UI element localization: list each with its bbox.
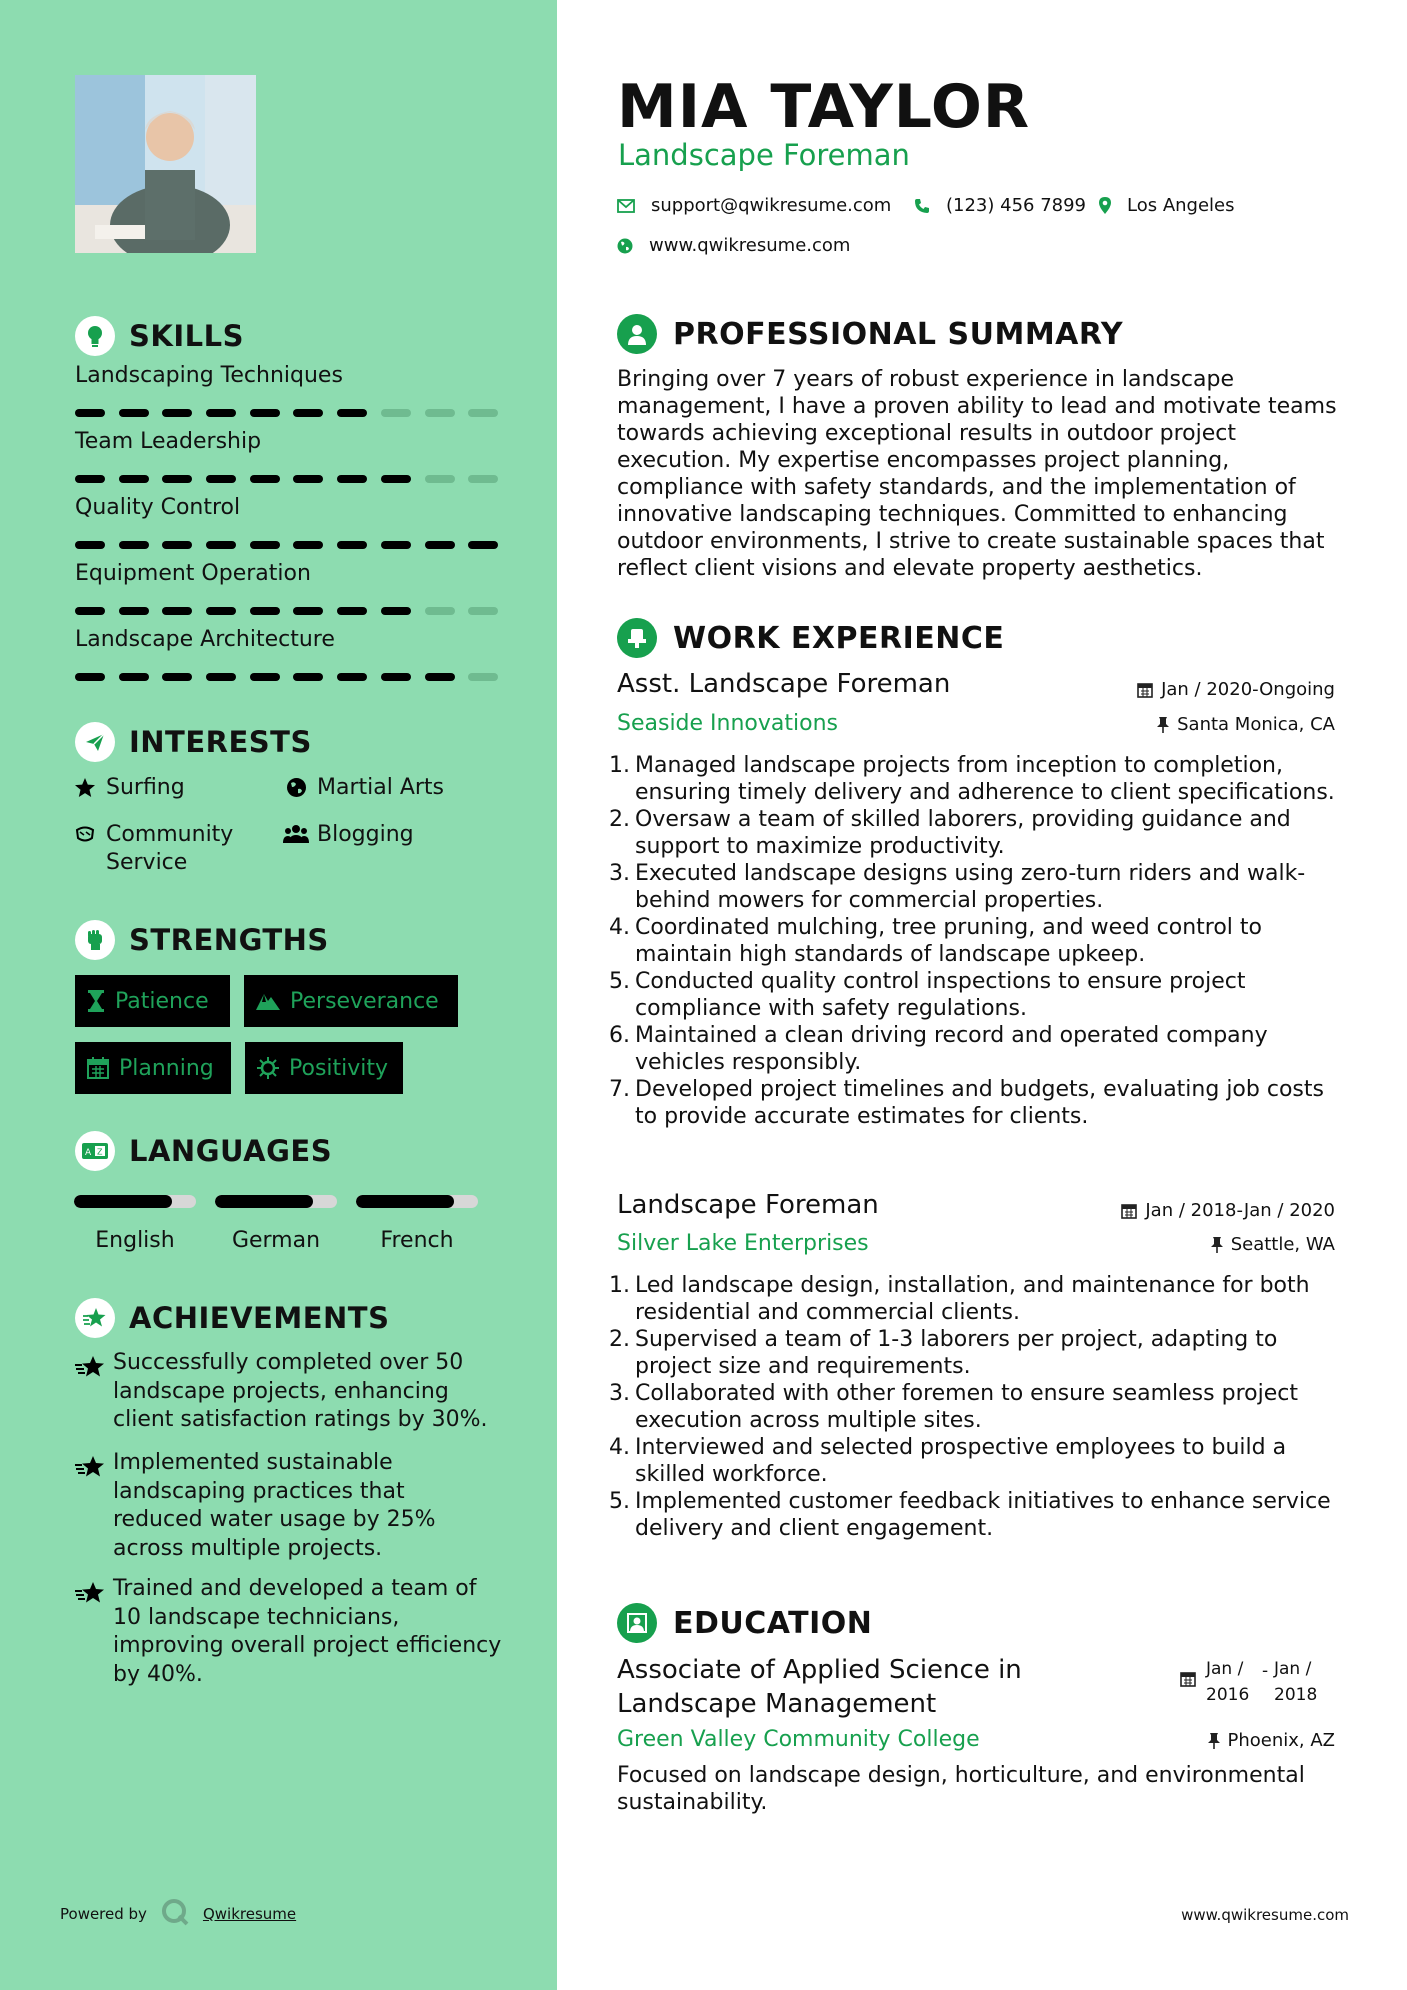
skill-name: Quality Control [75, 495, 241, 520]
list-item-text: Supervised a team of 1-3 laborers per project, adapting to project size and requirements. [635, 1327, 1278, 1379]
footer-url[interactable]: www.qwikresume.com [1181, 1906, 1349, 1924]
profile-photo [75, 75, 256, 253]
skill-name: Landscape Architecture [75, 627, 335, 652]
skill-dash [337, 607, 367, 615]
paper-plane-icon [75, 722, 115, 762]
calendar-icon [1180, 1656, 1196, 1708]
language-icon [75, 1131, 115, 1171]
skill-dash [293, 541, 323, 549]
list-item-text: Managed landscape projects from inception to completion, ensuring timely delivery and adherence to client specifications. [635, 753, 1335, 805]
skill-dash [425, 475, 455, 483]
school-name: Green Valley Community College [617, 1727, 980, 1752]
skill-dash [250, 409, 280, 417]
language-item [74, 1195, 196, 1253]
skill-dash [162, 541, 192, 549]
skill-dash [162, 607, 192, 615]
interest-label: Martial Arts [317, 775, 445, 800]
list-item-text: Led landscape design, installation, and maintenance for both residential and commercial clients. [635, 1273, 1310, 1325]
summary-heading [617, 314, 1123, 354]
candidate-name: MIA TAYLOR [617, 72, 1031, 142]
list-item [609, 968, 1337, 1022]
skill-dash [293, 409, 323, 417]
achievement-text: Successfully completed over 50 landscape projects, enhancing client satisfaction ratings by 30%. [113, 1350, 488, 1432]
skills-title: SKILLS [129, 319, 244, 353]
degree-title: Associate of Applied Science in Landscape Management [617, 1655, 1022, 1719]
achievement-star-icon [75, 1349, 113, 1435]
list-item [609, 1326, 1337, 1380]
strength-tag [245, 1042, 403, 1094]
list-item [609, 1488, 1337, 1542]
job-dates [1137, 679, 1335, 700]
language-name: German [231, 1228, 321, 1253]
list-item [609, 860, 1337, 914]
skill-dash [119, 541, 149, 549]
skill-dash [468, 673, 498, 681]
achievement-text: Implemented sustainable landscaping practices that reduced water usage by 25% across multiple projects. [113, 1450, 436, 1561]
experience-heading [617, 618, 1004, 658]
skill-rating [75, 541, 500, 549]
skill-rating [75, 409, 500, 417]
calendar-icon [87, 1057, 109, 1079]
website-text[interactable]: www.qwikresume.com [649, 235, 851, 256]
job-title: Landscape Foreman [617, 1190, 879, 1220]
skill-rating [75, 673, 500, 681]
skill-dash [250, 541, 280, 549]
skill-dash [293, 673, 323, 681]
list-item-text: Executed landscape designs using zero-turn riders and walk-behind mowers for commercial properties. [635, 861, 1306, 913]
email-icon [617, 199, 635, 213]
strength-tag [75, 1042, 231, 1094]
skill-dash [293, 475, 323, 483]
list-item [609, 806, 1337, 860]
interest-label: Surfing [106, 775, 185, 800]
job-company: Seaside Innovations [617, 711, 838, 736]
achievements-heading [75, 1298, 389, 1338]
achievement-item [75, 1349, 505, 1435]
skill-dash [468, 541, 498, 549]
skill-dash [425, 409, 455, 417]
globe-icon [283, 774, 309, 798]
skill-dash [381, 607, 411, 615]
job-company: Silver Lake Enterprises [617, 1231, 869, 1256]
achievements-title: ACHIEVEMENTS [129, 1301, 390, 1335]
brand-link[interactable]: Qwikresume [202, 1905, 297, 1923]
mountain-icon [256, 992, 280, 1010]
experience-title: WORK EXPERIENCE [673, 620, 1005, 656]
skill-dash [250, 607, 280, 615]
skill-dash [293, 607, 323, 615]
lightbulb-icon [75, 316, 115, 356]
education-location-text: Phoenix, AZ [1227, 1730, 1335, 1751]
skill-dash [381, 541, 411, 549]
list-item [609, 1434, 1337, 1488]
skill-dash [119, 673, 149, 681]
map-pin-icon [1099, 197, 1111, 214]
languages-heading [75, 1131, 332, 1171]
job-location-text: Seattle, WA [1230, 1234, 1335, 1255]
interest-label: Community Service [106, 822, 234, 875]
skill-dash [75, 541, 105, 549]
education-description: Focused on landscape design, horticulture, and environmental sustainability. [617, 1763, 1305, 1815]
language-bar [356, 1195, 478, 1208]
achievement-item [75, 1449, 505, 1563]
achievement-star-icon [75, 1575, 113, 1689]
job-dates-text: Jan / 2018-Jan / 2020 [1145, 1200, 1335, 1221]
powered-label: Powered by [60, 1905, 147, 1923]
list-item [609, 1272, 1337, 1326]
location-text: Los Angeles [1127, 195, 1235, 216]
powered-by [60, 1898, 296, 1930]
education-dates [1180, 1656, 1330, 1708]
skill-dash [381, 409, 411, 417]
language-bar-fill [356, 1195, 454, 1208]
list-item-text: Maintained a clean driving record and operated company vehicles responsibly. [635, 1023, 1268, 1075]
list-item-text: Interviewed and selected prospective employees to build a skilled workforce. [635, 1435, 1287, 1487]
language-item [356, 1195, 478, 1253]
list-number: 1. [609, 1273, 630, 1298]
skill-dash [468, 475, 498, 483]
list-item-text: Oversaw a team of skilled laborers, providing guidance and support to maximize productivity. [635, 807, 1291, 859]
list-number: 2. [609, 807, 630, 832]
language-name: English [95, 1228, 175, 1253]
list-item-text: Collaborated with other foremen to ensure seamless project execution across multiple sites. [635, 1381, 1298, 1433]
skill-name: Team Leadership [75, 429, 262, 454]
pushpin-icon [1157, 717, 1169, 733]
job-title: Asst. Landscape Foreman [617, 669, 951, 699]
skill-dash [75, 409, 105, 417]
list-number: 5. [609, 969, 630, 994]
skills-heading [75, 316, 244, 356]
qwikresume-logo-icon [161, 1898, 189, 1930]
strength-label: Patience [115, 988, 209, 1014]
skill-dash [206, 673, 236, 681]
skill-dash [119, 475, 149, 483]
job-location-text: Santa Monica, CA [1177, 714, 1335, 735]
job-bullets [609, 752, 1337, 1130]
skill-dash [250, 673, 280, 681]
skill-dash [162, 673, 192, 681]
skill-item [75, 495, 500, 549]
list-number: 4. [609, 1435, 630, 1460]
skill-dash [119, 409, 149, 417]
contact-location [1099, 195, 1235, 216]
education-heading [617, 1603, 872, 1643]
svg-text:A: A [85, 1148, 92, 1158]
contact-website [617, 235, 850, 256]
list-item [609, 1380, 1337, 1434]
skill-name: Equipment Operation [75, 561, 311, 586]
interest-item [283, 774, 444, 802]
briefcase-icon [617, 618, 657, 658]
skill-dash [337, 541, 367, 549]
list-number: 7. [609, 1077, 630, 1102]
skill-dash [381, 475, 411, 483]
skill-dash [468, 409, 498, 417]
languages-title: LANGUAGES [129, 1134, 333, 1168]
calendar-icon [1121, 1203, 1137, 1219]
job-dates-text: Jan / 2020-Ongoing [1161, 679, 1335, 700]
graduate-icon [617, 1603, 657, 1643]
language-bar-fill [215, 1195, 313, 1208]
list-number: 5. [609, 1489, 630, 1514]
user-icon [617, 314, 657, 354]
strengths-heading [75, 920, 329, 960]
skill-dash [206, 409, 236, 417]
calendar-icon [1137, 682, 1153, 698]
list-item-text: Implemented customer feedback initiatives to enhance service delivery and client engagement. [635, 1489, 1331, 1541]
interest-item [283, 821, 414, 849]
education-end: Jan / 2018 [1274, 1659, 1318, 1705]
phone-icon [914, 198, 930, 214]
globe-icon [617, 238, 633, 254]
job-location [1211, 1234, 1335, 1255]
achievement-text: Trained and developed a team of 10 landscape technicians, improving overall project efficiency by 40%. [113, 1576, 502, 1687]
sun-icon [257, 1057, 279, 1079]
list-item [609, 752, 1337, 806]
language-name: French [380, 1228, 454, 1253]
interests-title: INTERESTS [129, 725, 312, 759]
skill-dash [337, 475, 367, 483]
skill-dash [425, 541, 455, 549]
skill-rating [75, 475, 500, 483]
skill-dash [425, 607, 455, 615]
strength-label: Positivity [289, 1055, 389, 1081]
language-bar [215, 1195, 337, 1208]
skill-name: Landscaping Techniques [75, 363, 343, 388]
list-item-text: Conducted quality control inspections to ensure project compliance with safety regulations. [635, 969, 1246, 1021]
skill-dash [381, 673, 411, 681]
list-number: 1. [609, 753, 630, 778]
strengths-title: STRENGTHS [129, 923, 329, 957]
hands-icon [72, 821, 98, 844]
skill-dash [162, 475, 192, 483]
skill-item [75, 627, 500, 681]
achievement-star-icon [75, 1449, 113, 1563]
skill-dash [162, 409, 192, 417]
svg-text:Z: Z [97, 1147, 103, 1157]
pushpin-icon [1208, 1733, 1220, 1749]
job-dates [1121, 1200, 1335, 1221]
skill-dash [468, 607, 498, 615]
skill-dash [75, 607, 105, 615]
skill-dash [206, 607, 236, 615]
fist-icon [75, 920, 115, 960]
summary-text: Bringing over 7 years of robust experience in landscape management, I have a proven ability to lead and motivate teams towards achieving exceptional results in outdoor project execution. My expertise encompasses project planning, compliance with safety standards, and the implementation of innovative landscaping techniques. Committed to enhancing outdoor environments, I strive to create sustainable spaces that reflect client visions and elevate property aesthetics. [617, 367, 1337, 581]
strength-label: Perseverance [290, 988, 439, 1014]
skill-dash [250, 475, 280, 483]
achievement-item [75, 1575, 505, 1689]
list-item-text: Coordinated mulching, tree pruning, and weed control to maintain high standards of landscape upkeep. [635, 915, 1262, 967]
list-item-text: Developed project timelines and budgets, evaluating job costs to provide accurate estimates for clients. [635, 1077, 1324, 1129]
list-number: 6. [609, 1023, 630, 1048]
job-location [1157, 714, 1335, 735]
skill-rating [75, 607, 500, 615]
skill-dash [75, 475, 105, 483]
interest-label: Blogging [317, 822, 414, 847]
contact-phone [914, 195, 1086, 216]
list-item [609, 1022, 1337, 1076]
list-number: 3. [609, 861, 630, 886]
phone-text[interactable]: (123) 456 7899 [946, 195, 1087, 216]
education-title: EDUCATION [673, 1605, 873, 1641]
sidebar [0, 0, 557, 1990]
list-number: 3. [609, 1381, 630, 1406]
language-bar [74, 1195, 196, 1208]
skill-dash [206, 475, 236, 483]
skill-dash [337, 409, 367, 417]
hourglass-icon [87, 990, 105, 1012]
skill-item [75, 429, 500, 483]
users-icon [283, 821, 309, 844]
interest-item [72, 821, 272, 877]
education-start: Jan / 2016 [1206, 1659, 1250, 1705]
language-item [215, 1195, 337, 1253]
list-item [609, 1076, 1337, 1130]
education-location [1208, 1730, 1336, 1751]
skill-item [75, 561, 500, 615]
interest-item [72, 774, 185, 802]
strength-tag [244, 975, 458, 1027]
list-number: 4. [609, 915, 630, 940]
skill-dash [337, 673, 367, 681]
date-separator: - [1262, 1661, 1269, 1681]
email-text[interactable]: support@qwikresume.com [651, 195, 892, 216]
skill-dash [75, 673, 105, 681]
skill-dash [206, 541, 236, 549]
language-bar-fill [74, 1195, 172, 1208]
star-icon [72, 774, 98, 798]
strength-label: Planning [119, 1055, 214, 1081]
skill-dash [119, 607, 149, 615]
strength-tag [75, 975, 230, 1027]
summary-title: PROFESSIONAL SUMMARY [673, 316, 1124, 352]
list-number: 2. [609, 1327, 630, 1352]
skill-item [75, 363, 500, 417]
contact-email [617, 195, 891, 216]
skill-dash [425, 673, 455, 681]
list-item [609, 914, 1337, 968]
interests-heading [75, 722, 312, 762]
achievement-star-icon [75, 1298, 115, 1338]
candidate-title: Landscape Foreman [618, 138, 910, 172]
pushpin-icon [1211, 1237, 1223, 1253]
job-bullets [609, 1272, 1337, 1542]
